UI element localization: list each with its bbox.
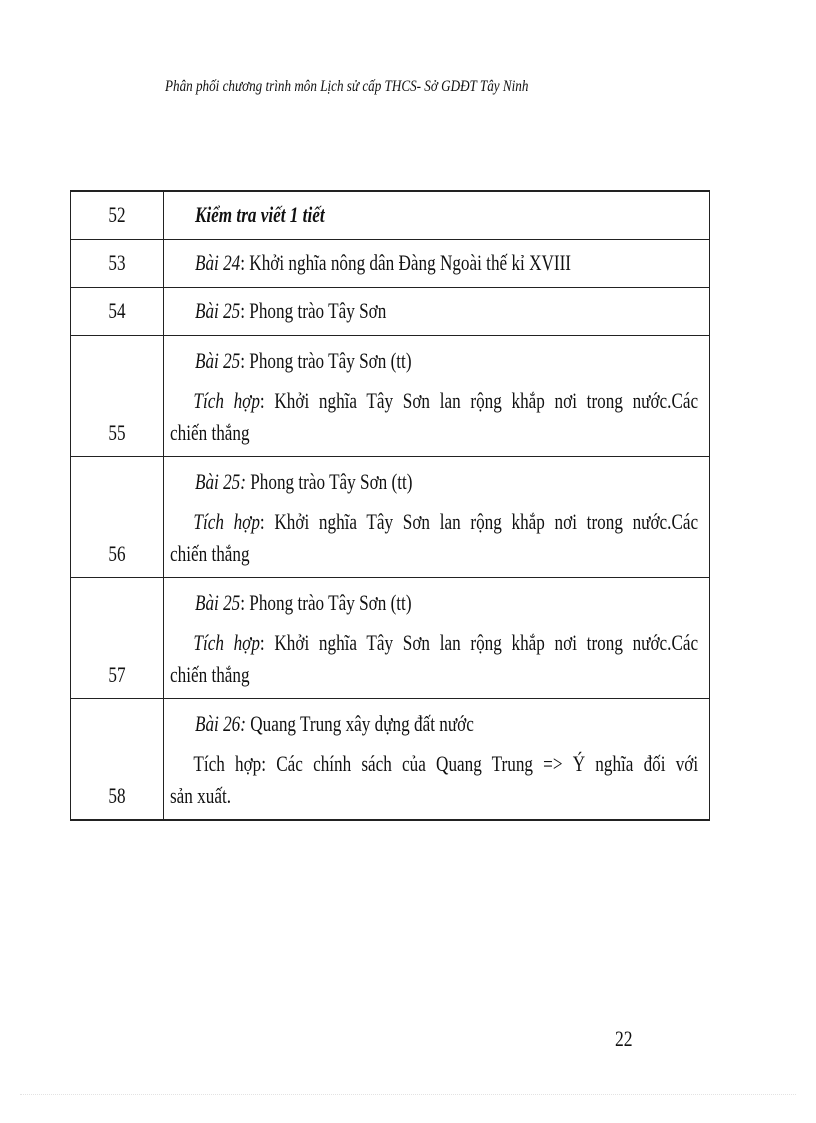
- lesson-line: [170, 469, 583, 495]
- lesson-title: Kiểm tra viết 1 tiết: [194, 202, 325, 228]
- table-row: [71, 577, 710, 698]
- lesson-number: 55: [71, 335, 164, 456]
- table-row: [71, 456, 710, 577]
- page-bottom-divider: [20, 1094, 796, 1095]
- integration-text: : Khởi nghĩa Tây Sơn lan rộng khắp nơi trong nước.Các: [259, 508, 699, 534]
- lesson-label: Bài 25: [194, 347, 241, 373]
- lesson-line: [170, 590, 583, 616]
- lesson-content: [164, 191, 710, 239]
- lesson-line: chiến thắng: [170, 540, 250, 566]
- lesson-line: [170, 711, 583, 737]
- lesson-label: Bài 24: [194, 250, 241, 275]
- lesson-line: sản xuất.: [170, 782, 231, 808]
- integration-text: : Khởi nghĩa Tây Sơn lan rộng khắp nơi trong nước.Các: [259, 387, 699, 413]
- table-row: [71, 335, 710, 456]
- lesson-text: Phong trào Tây Sơn (tt): [245, 468, 413, 494]
- lesson-number: 57: [71, 577, 164, 698]
- page-header: Phân phối chương trình môn Lịch sử cấp THCS- Sở GDĐT Tây Ninh: [165, 78, 529, 95]
- lesson-number: 52: [71, 191, 164, 239]
- lesson-number: 53: [71, 239, 164, 287]
- lesson-text: : Khởi nghĩa nông dân Đàng Ngoài thế kỉ XVIII: [240, 250, 572, 275]
- lesson-number: 58: [71, 698, 164, 820]
- lesson-content: [164, 239, 710, 287]
- integration-line: Tích hợp: Các chính sách của Quang Trung => Ý nghĩa đối với: [193, 750, 699, 776]
- integration-line: [170, 509, 698, 535]
- integration-line: [170, 388, 698, 414]
- integration-text: : Khởi nghĩa Tây Sơn lan rộng khắp nơi trong nước.Các: [259, 629, 699, 655]
- integration-label: Tích hợp: [193, 508, 260, 534]
- table-row: [71, 239, 710, 287]
- lesson-number: 54: [71, 287, 164, 335]
- page-number: 22: [615, 1026, 633, 1051]
- lesson-text: Quang Trung xây dựng đất nước: [245, 710, 474, 736]
- lesson-line: chiến thắng: [170, 661, 250, 687]
- lesson-label: Bài 26:: [194, 710, 246, 736]
- lesson-line: [170, 250, 583, 276]
- integration-line: [170, 630, 698, 656]
- lesson-table: [70, 190, 710, 821]
- integration-label: Tích hợp: [193, 629, 260, 655]
- lesson-content: [164, 577, 710, 698]
- lesson-text: : Phong trào Tây Sơn (tt): [240, 589, 412, 615]
- lesson-content: [164, 287, 710, 335]
- lesson-label: Bài 25:: [194, 468, 246, 494]
- lesson-content: [164, 335, 710, 456]
- table-row: [71, 191, 710, 239]
- lesson-line: [170, 348, 583, 374]
- lesson-label: Bài 25: [194, 589, 241, 615]
- lesson-content: [164, 456, 710, 577]
- table-row: [71, 287, 710, 335]
- lesson-line: chiến thắng: [170, 419, 250, 445]
- lesson-text: : Phong trào Tây Sơn: [240, 298, 387, 323]
- lesson-text: : Phong trào Tây Sơn (tt): [240, 347, 412, 373]
- lesson-number: 56: [71, 456, 164, 577]
- table-row: [71, 698, 710, 820]
- integration-label: Tích hợp: [193, 387, 260, 413]
- lesson-label: Bài 25: [194, 298, 241, 323]
- lesson-line: [170, 298, 583, 324]
- lesson-content: [164, 698, 710, 820]
